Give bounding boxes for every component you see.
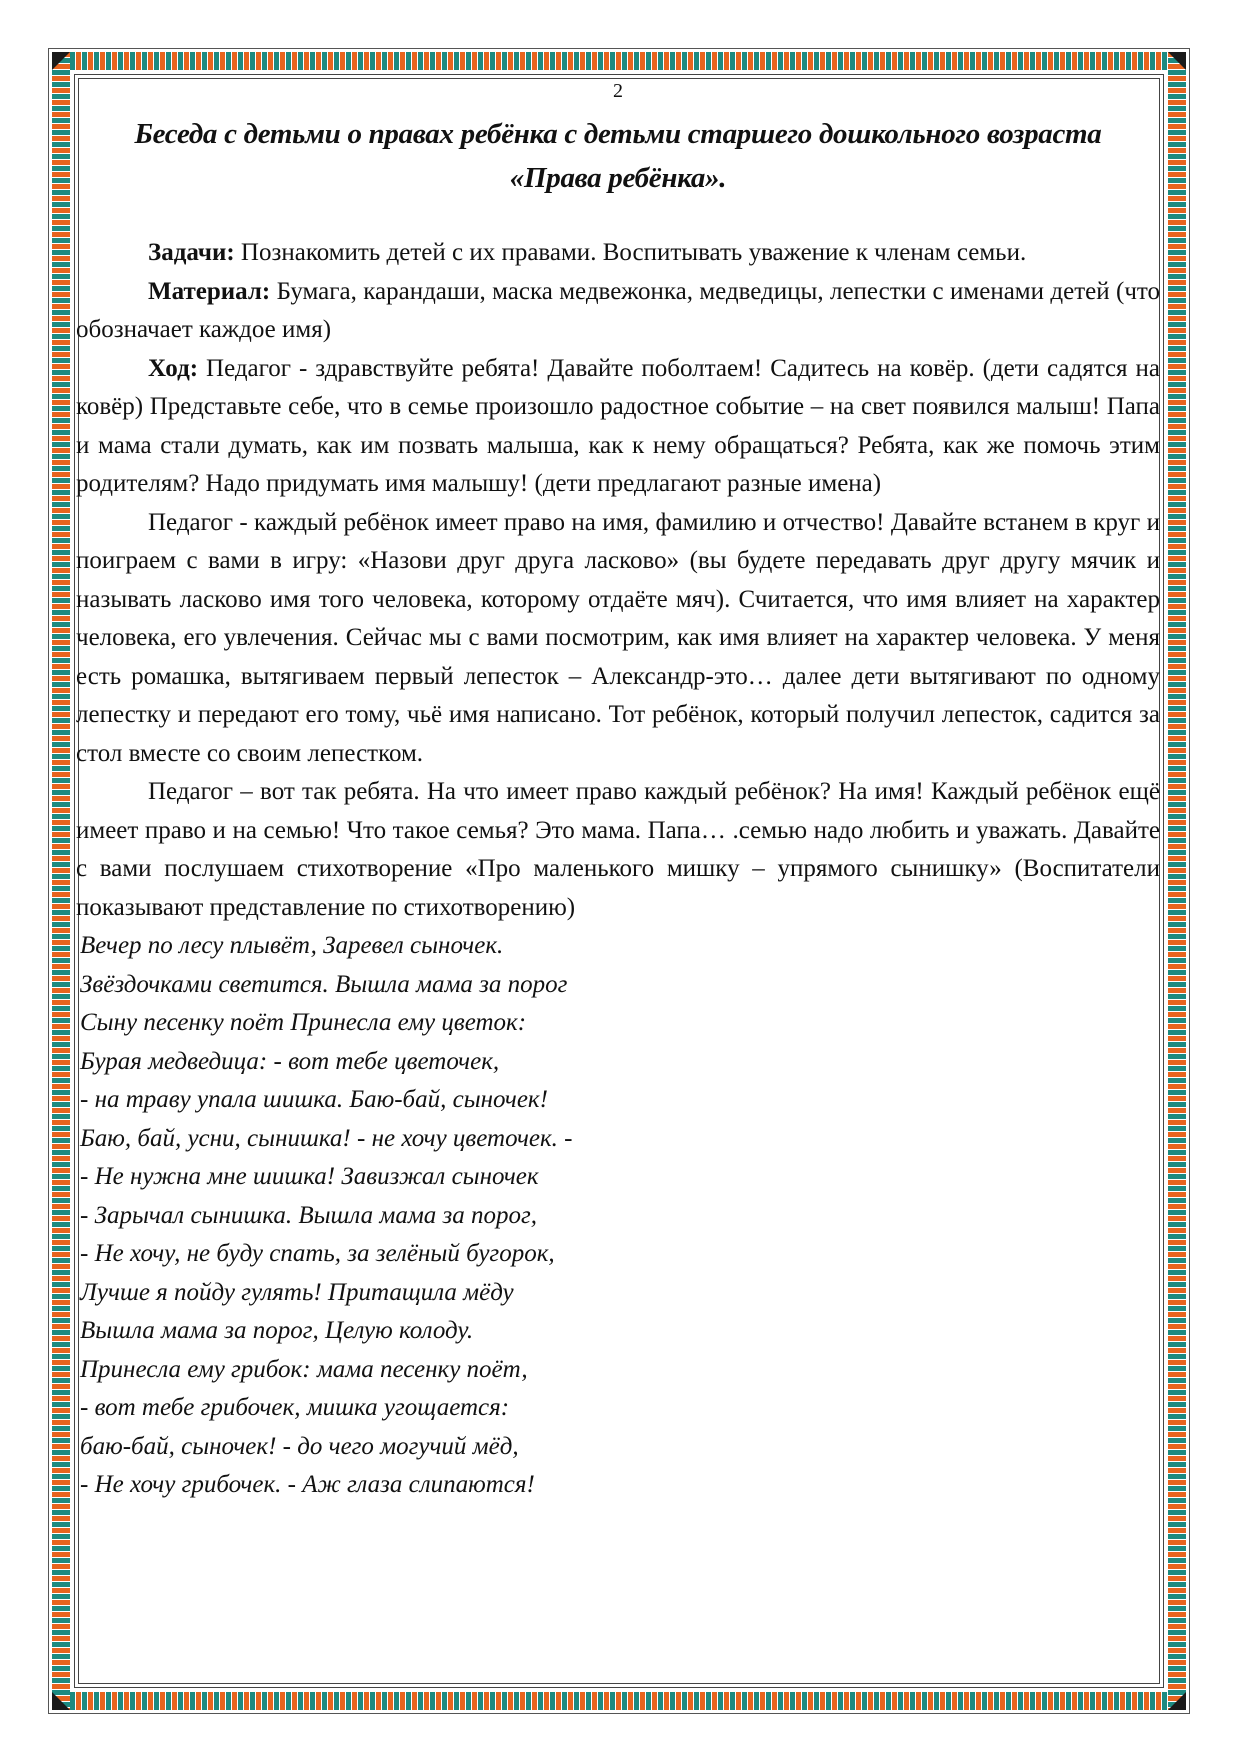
poem-line: - вот тебе грибочек, мишка угощается: [80, 1394, 510, 1421]
frame-border-right [1168, 52, 1186, 1710]
document-body [76, 234, 1160, 927]
material-label: Материал: [148, 277, 271, 305]
poem-line: Бурая медведица: - вот тебе цветочек, [80, 1047, 500, 1075]
material-paragraph [76, 273, 1160, 350]
material-text: Бумага, карандаши, маска медвежонка, медведицы, лепестки с именами детей (что обозначает каждое имя) [76, 277, 1160, 343]
poem-line: - Не хочу, не буду спать, за зелёный бугорок, [80, 1240, 555, 1267]
tasks-label: Задачи: [148, 239, 235, 266]
tasks-text: Познакомить детей с их правами. Воспитывать уважение к членам семьи. [234, 239, 1027, 266]
poem-line: - Не нужна мне шишка! Завизжал сыночек [80, 1163, 539, 1190]
poem [76, 927, 1160, 1505]
course-paragraph [76, 350, 1160, 504]
poem-line: Принесла ему грибок: мама песенку поёт, [80, 1355, 528, 1383]
frame-border-top [52, 52, 1186, 70]
course-label: Ход: [148, 354, 199, 382]
page-content [76, 78, 1160, 1505]
poem-line: Лучше я пойду гулять! Притащила мёду [80, 1278, 514, 1306]
paragraph-family: Педагог – вот так ребята. На что имеет право каждый ребёнок? На имя! Каждый ребёнок ещё имеет право и на семью! Что такое семья? Это мама. Папа… .семью надо любить и уважать. Давайте с вами послушаем стихотворение «Про маленького мишку – упрямого сынишку» (Воспитатели показывают представление по стихотворению) [76, 778, 1160, 921]
page-number: 2 [613, 80, 623, 102]
poem-line: Звёздочками светится. Вышла мама за порог [80, 970, 568, 998]
paragraph-name-game: Педагог - каждый ребёнок имеет право на имя, фамилию и отчество! Давайте встанем в круг и поиграем с вами в игру: «Назови друг друга ласково» (вы будете передавать друг другу мячик и называть ласково имя того человека, которому отдаёте мяч). Считается, что имя влияет на характер человека, его увлечения. Сейчас мы с вами посмотрим, как имя влияет на характер человека. У меня есть ромашка, вытягиваем первый лепесток – Александр-это… далее дети вытягивают по одному лепестку и передают его тому, чьё имя написано. Тот ребёнок, который получил лепесток, садится за стол вместе со своим лепестком. [76, 508, 1160, 767]
tasks-paragraph [76, 234, 1160, 273]
poem-line: - Зарычал сынишка. Вышла мама за порог, [80, 1201, 538, 1229]
poem-line: Вышла мама за порог, Целую колоду. [80, 1317, 474, 1344]
frame-border-left [52, 52, 70, 1710]
poem-line: - на траву упала шишка. Баю-бай, сыночек! [80, 1086, 548, 1113]
frame-border-bottom [52, 1692, 1186, 1710]
poem-line: баю-бай, сыночек! - до чего могучий мёд, [80, 1432, 519, 1460]
poem-line: - Не хочу грибочек. - Аж глаза слипаются! [80, 1471, 535, 1498]
poem-line: Сыну песенку поёт Принесла ему цветок: [80, 1009, 527, 1036]
course-text: Педагог - здравствуйте ребята! Давайте поболтаем! Садитесь на ковёр. (дети садятся на ковёр) Представьте себе, что в семье произошло радостное событие – на свет появился малыш! Папа и мама стали думать, как им позвать малыша, как к нему обращаться? Ребята, как же помочь этим родителям? Надо придумать имя малышу! (дети предлагают разные имена) [76, 354, 1160, 497]
poem-line: Баю, бай, усни, сынишка! - не хочу цветочек. - [80, 1124, 573, 1152]
document-title: Беседа с детьми о правах ребёнка с детьми старшего дошкольного возраста «Права ребёнка». [134, 118, 1102, 194]
poem-line: Вечер по лесу плывёт, Заревел сыночек. [80, 932, 504, 959]
